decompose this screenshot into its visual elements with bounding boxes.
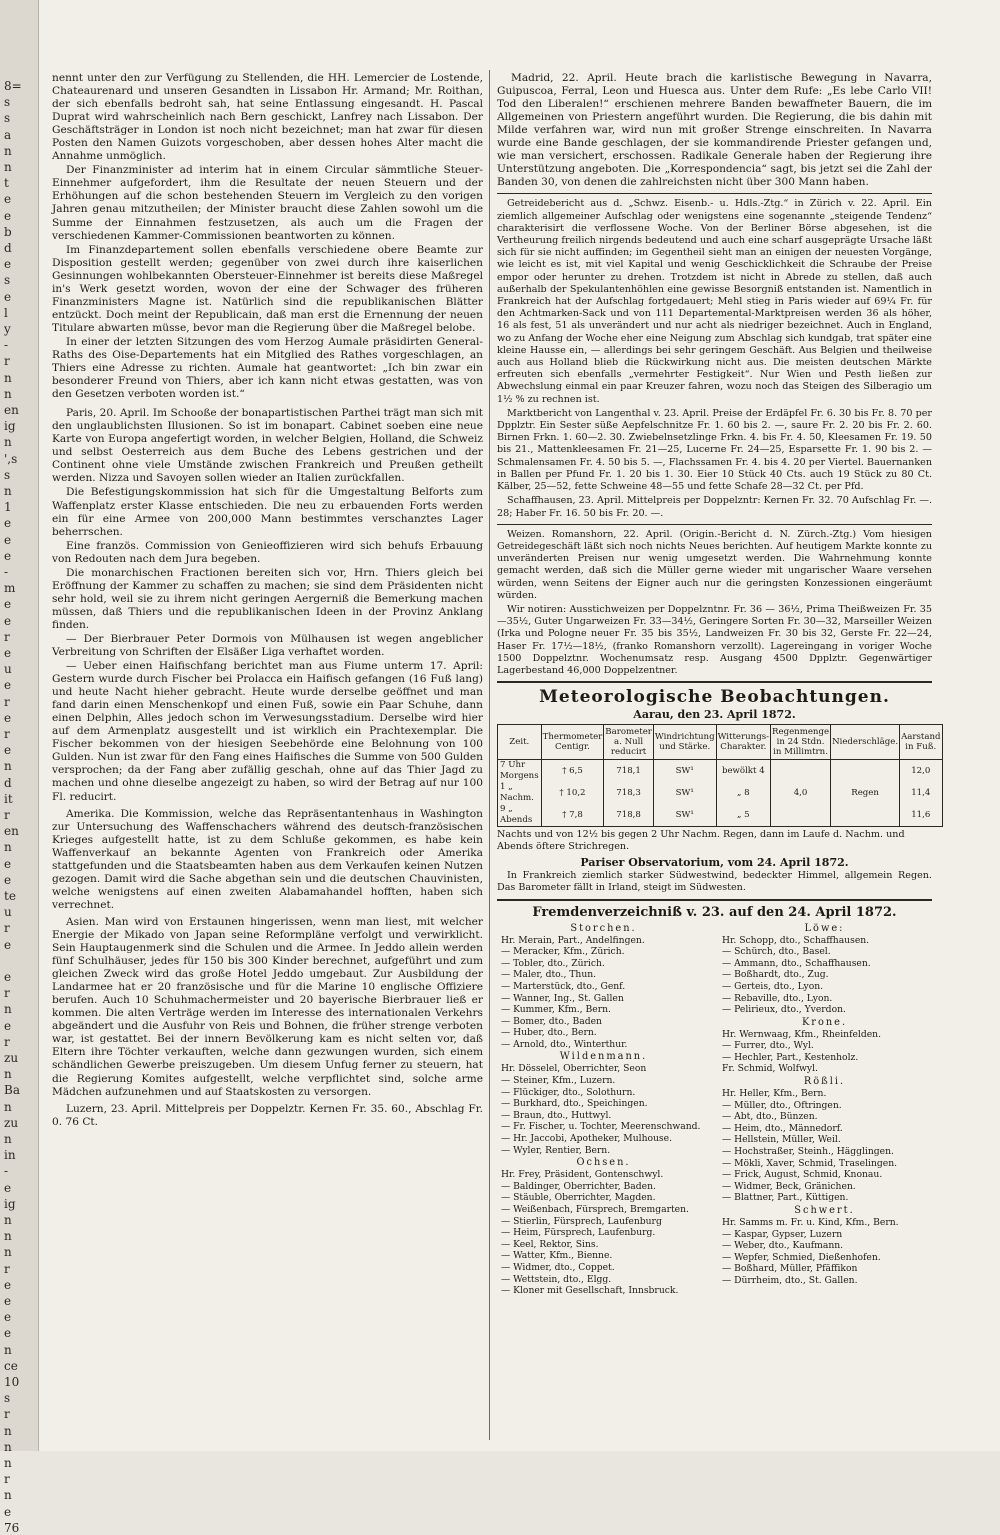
previous-page-edge [0, 0, 39, 1535]
fremden-guest: — Marterstück, dto., Genf. [501, 980, 626, 992]
gutter-fragment: n [4, 1439, 12, 1454]
gutter-fragment: s [4, 95, 11, 110]
gutter-fragment: 8= [4, 79, 22, 93]
meteo-cell [831, 804, 900, 827]
gutter-fragment: n [4, 1099, 12, 1114]
fremden-guest: — Abt, dto., Bünzen. [722, 1111, 818, 1123]
meteo-cell: † 10,2 [541, 782, 604, 804]
fremden-guest: — Hechler, Part., Kestenholz. [722, 1051, 859, 1063]
article-asien: Asien. Man wird von Erstaunen hingerissen, wenn man liest, mit welcher Energie der Mikado von Japan seine Reformpläne verfolgt und verwirklicht. Sein Hauptaugenmerk sind die Schulen und die Armee. In Jeddo allein werden fünf Schulhäuser, jedes für 150 bis 300 Kinder berechnet, aufgeführt und zum gleichen Zweck wird das große Hotel Jeddo umgebaut. Zur Ausbildung der Landarmee hat er 20 französische und für die Marine 10 englische Offiziere berufen. Auch 10 Schuhmachermeister und 20 bayerische Bierbrauer ließ er kommen. Die alten Verträge werden im Interesse des internationalen Verkehrs abgeändert und die Ausfuhr von Reis und Bohnen, die früher strenge verboten war, ist gestattet. Bei der innern Bevölkerung kam es nicht selten vor, daß Eltern ihre Töchter verkauften, welche dann gezwungen wurden, sich einem schändlichen Gewerbe preiszugeben. Um diesem Unfug ferner zu steuern, hat die Regierung Komites aufgestellt, welche verpflichtet sind, solche arme Mädchen aufzunehmen und auf Staatskosten zu versorgen. [52, 915, 483, 1098]
gutter-fragment: e [4, 678, 12, 693]
meteo-subtitle: Aarau, den 23. April 1872. [633, 708, 796, 722]
gutter-fragment: - [4, 565, 9, 579]
pariser-title: Pariser Observatorium, vom 24. April 1872. [580, 856, 849, 870]
fremden-title: Fremdenverzeichniß v. 23. auf den 24. April 1872. [532, 904, 897, 920]
fremden-guest: — Weißenbach, Fürsprech, Bremgarten. [501, 1204, 689, 1216]
fremden-guest: — Schürch, dto., Basel. [722, 946, 831, 958]
gutter-fragment: e [4, 710, 12, 725]
fremden-guest: — Keel, Rektor, Sins. [501, 1238, 599, 1250]
meteo-header-cell: Aarstand in Fuß. [900, 725, 942, 760]
gutter-fragment: e [4, 613, 12, 628]
article-paris: Paris, 20. April. Im Schooße der bonapartistischen Parthei trägt man sich mit den unglaublichsten Illusionen. So ist im bonapart. Cabinet soeben eine neue Karte von Europa angefertigt worden, in welcher Belgien, Holland, die Schweiz und selbst Oesterreich aus dem Buche des Lebens gestrichen und der Continent ohne viele Umstände zwischen Frankreich und Preußen getheilt werden. Nizza und Savoyen sollen wieder an Italien zurückfallen. [52, 407, 483, 485]
gutter-fragment: n [4, 759, 12, 774]
meteo-cell: 1 „ Nachm. [498, 782, 542, 804]
gutter-fragment: - [4, 1164, 9, 1179]
gutter-fragment: e [4, 548, 12, 563]
article-paragraph: Die Befestigungskommission hat sich für die Umgestaltung Belforts zum Waffenplatz erster Klasse entschieden. Die neu zu erbauenden Forts werden ein für eine Armee von 200,000 Mann bestimmtes verschanztes Lager beherrschen. [52, 486, 483, 538]
fremden-guest: — Widmer, dto., Coppet. [501, 1261, 615, 1273]
article-paragraph: Der Finanzminister ad interim hat in einem Circular sämmtliche Steuer-Einnehmer aufgefordert, ihm die Resultate der neuen Steuern und der Erhöhungen auf die schon bestehenden Steuern im Vergleich zu den vorigen Jahren genau mitzutheilen; der Minister braucht diese Zahlen sowohl um die Summe der Einnahmen festzusetzen, als auch um die Fragen der verschiedenen Kammer-Commissionen beantworten zu können. [52, 164, 483, 242]
gutter-fragment: s [4, 1391, 11, 1406]
article-amerika: Amerika. Die Kommission, welche das Repräsentantenhaus in Washington zur Untersuchung des Waffenschachers während des deutsch-französischen Krieges aufgestellt hatte, ist zu dem Schluße gekommen, es habe kein Waffenverkauf an bekannte Agenten von Frankreich oder Amerika stattgefunden und die Staatsbeamten haben aus dem Verkaufen keinen Nutzen gezogen. Damit wird die Sache abgethan sein und die deutschen Chauvinisten, welche wenigstens auf einen zweiten Alabamahandel hofften, haben sich verrechnet. [52, 807, 483, 911]
gutter-fragment: r [4, 1407, 10, 1422]
article-luzern: Luzern, 23. April. Mittelpreis per Doppelztr. Kernen Fr. 35. 60., Abschlag Fr. 0. 76 Ct. [52, 1102, 483, 1128]
separator [497, 681, 932, 683]
fremden-guest: Fr. Schmid, Wolfwyl. [722, 1063, 818, 1075]
gutter-fragment: y [4, 322, 11, 336]
fremden-guest: — Blattner, Part., Küttigen. [722, 1192, 849, 1204]
gutter-fragment: d [4, 241, 12, 255]
gutter-fragment: n [4, 1342, 12, 1357]
gutter-fragment: in [4, 1148, 16, 1163]
gutter-fragment: e [4, 743, 12, 758]
meteo-cell: „ 5 [716, 804, 770, 827]
fremden-guest: — Wettstein, dto., Elgg. [501, 1273, 612, 1285]
meteo-cell: SW¹ [653, 804, 716, 827]
gutter-fragment: u [4, 662, 12, 677]
gutter-fragment: e [4, 289, 12, 304]
gutter-fragment: r [4, 1034, 10, 1049]
fremden-guest: — Burkhard, dto., Speichingen. [501, 1098, 648, 1110]
gutter-fragment: n [4, 143, 12, 158]
gutter-fragment: m [4, 581, 16, 596]
gutter-fragment: n [4, 1456, 12, 1470]
gutter-fragment: ',s [4, 451, 18, 466]
meteo-cell: 718,3 [604, 782, 654, 804]
pariser-text: In Frankreich ziemlich starker Südwestwind, bedeckter Himmel, allgemein Regen. Das Barometer fällt in Irland, steigt im Südwesten. [497, 870, 932, 894]
gutter-fragment: r [4, 986, 10, 1001]
gutter-fragment: e [4, 1294, 12, 1308]
fremden-col-right [718, 922, 931, 1297]
fremden-guest: — Kloner mit Gesellschaft, Innsbruck. [501, 1285, 679, 1297]
column-rule [489, 70, 490, 1440]
fremden-guest: — Boßhard, Müller, Pfäffikon [722, 1263, 858, 1275]
fremden-hotel: Löwe: [804, 922, 845, 934]
gutter-fragment: Ba [4, 1083, 20, 1098]
fremden-guest: — Heim, Fürsprech, Laufenburg. [501, 1227, 656, 1239]
market-notiren: Wir notiren: Ausstichweizen per Doppelzntnr. Fr. 36 — 36½, Prima Theißweizen Fr. 35—35½, Guter Ungarweizen Fr. 33—34½, Geringere Sorten Fr. 30—32, Marseiller Weizen (Irka und Pologne neuer Fr. 35 bis 35½, Landweizen Fr. 30 bis 32, Gerste Fr. 22—24, Haser Fr. 17½—18½, (franko Romanshorn verzollt). Lagereingang in voriger Woche 1500 Doppelztnr. Wochenumsatz resp. Ausgang 4500 Dpplztr. Gegenwärtiger Lagerbestand 46,000 Doppelzentner. [497, 603, 932, 676]
fremden-guest: — Wyler, Rentier, Bern. [501, 1144, 611, 1156]
article-paragraph: Im Finanzdepartement sollen ebenfalls verschiedene obere Beamte zur Disposition gestellt werden; gegenüber von zwei durch ihre kaiserlichen Gesinnungen wohlbekannten Obersteuer-Einnehmer ist bereits diese Maßregel in's Werk gesetzt worden, wovon der eine der Schwager des früheren Finanzministers Magne ist. Natürlich sind die republikanischen Blätter entzückt. Doch meint der Republicain, daß man erst die Ernennung der neuen Titulare abwarten müsse, bevor man die Regierung über die Maßregel belobe. [52, 243, 483, 334]
gutter-fragment: b [4, 224, 12, 239]
gutter-fragment: e [4, 1018, 12, 1033]
gutter-fragment: e [4, 1180, 12, 1195]
gutter-fragment: r [4, 808, 10, 822]
gutter-fragment: r [4, 354, 10, 369]
left-column [52, 72, 483, 1442]
meteo-header-cell: Barometer a. Null reducirt [604, 725, 654, 760]
fremden-guest: — Rebaville, dto., Lyon. [722, 992, 833, 1004]
fremden-guest: — Pelirieux, dto., Yverdon. [722, 1004, 846, 1016]
gutter-fragment: r [4, 694, 10, 709]
market-schaffhausen: Schaffhausen, 23. April. Mittelpreis per Doppelzntr: Kernen Fr. 32. 70 Aufschlag Fr. —. 28; Haber Fr. 16. 50 bis Fr. 20. —. [497, 495, 932, 519]
meteo-header-cell: Niederschläge. [831, 725, 900, 760]
meteo-cell: bewölkt 4 [716, 760, 770, 783]
gutter-fragment: e [4, 937, 12, 952]
separator [497, 193, 932, 194]
fremden-hotel: Wildenmann. [559, 1051, 648, 1063]
fremden-guest: — Kaspar, Gypser, Luzern [722, 1228, 843, 1240]
market-getreide: Getreidebericht aus d. „Schwz. Eisenb.- u. Hdls.-Ztg.“ in Zürich v. 22. April. Ein ziemlich allgemeiner Aufschlag oder wenigstens eine sogenannte „steigende Tendenz“ charakterisirt die verflossene Woche. Von der Berliner Börse abgesehen, ist die Vertheurung freilich nirgends bedeutend und auch eine scharf ausgeprägte Ursache läßt sich für sie nicht auffinden; im Gegentheil sieht man an einigen der neuesten Vorgänge, wie leicht es ist, mit viel Kapital und wenig Geschicklichkeit die Schraube der Preise empor oder herunter zu drehen. Trotzdem ist nicht in Abrede zu stellen, daß auch außerhalb der Spekulantenhöhlen eine gewisse Besorgniß entstanden ist. Namentlich in Frankreich hat der Aufschlag fortgedauert; Mehl stieg in Paris wieder auf 69¼ Fr. für den Achtmarken-Sack und von 111 Departemental-Marktpreisen werden 36 als höher, 16 als fest, 51 als unverändert und nur acht als niedriger bezeichnet. Auch in England, wo zu Anfang der Woche eher eine Neigung zum Abschlag sich kundgab, trat später eine kleine Hausse ein, — allerdings bei sehr geringem Geschäft. Aus Belgien und theilweise auch aus Holland blieb die Rückwirkung nicht aus. Die meisten deutschen Märkte erfreuten sich ebenfalls „vermehrter Festigkeit“. Nur Wien und Pesth ließen zur Abwechslung einmal ein paar Kreuzer fahren, wozu noch das Steigen des Silberagio um 1½ % zu rechnen ist. [497, 198, 932, 405]
gutter-fragment: r [4, 727, 10, 741]
article-paragraph: In einer der letzten Sitzungen des vom Herzog Aumale präsidirten General-Raths des Oise-Departements hat ein Mitglied des Rathes vorgeschlagen, an Thiers eine Adresse zu richten. Aumale hat geantwortet: „Ich bin zwar ein besonderer Freund von Thiers, aber ich kann nicht etwas gestatten, was von den Gesetzen verboten worden ist.“ [52, 335, 483, 401]
fremden-hotel: Krone. [801, 1016, 848, 1028]
fremden-guest: — Meracker, Kfm., Zürich. [501, 946, 625, 958]
meteo-cell: 4,0 [771, 782, 831, 804]
fremden-guest: Hr. Frey, Präsident, Gontenschwyl. [501, 1169, 664, 1181]
fremden-guest: — Furrer, dto., Wyl. [722, 1040, 814, 1052]
gutter-fragment: ig [4, 419, 16, 434]
gutter-fragment: e [4, 257, 12, 272]
meteo-cell: 9 „ Abends [498, 804, 542, 827]
fremden-guest: — Stäuble, Oberrichter, Magden. [501, 1192, 656, 1204]
fremden-hotel: Schwert. [794, 1205, 855, 1217]
gutter-fragment: e [4, 597, 12, 612]
gutter-fragment: e [4, 856, 12, 871]
gutter-fragment: e [4, 192, 12, 207]
gutter-fragment: n [4, 1423, 12, 1438]
gutter-fragment: 76 [4, 1520, 20, 1535]
gutter-fragment: en [4, 824, 19, 839]
gutter-fragment: e [4, 646, 12, 660]
gutter-fragment: n [4, 1132, 12, 1146]
meteo-row [498, 782, 943, 804]
fremden-guest: Hr. Heller, Kfm., Bern. [722, 1088, 827, 1100]
meteo-row [498, 804, 943, 827]
meteo-cell: 11,4 [900, 782, 942, 804]
gutter-fragment: zu [4, 1115, 19, 1130]
fremden-guest: — Baldinger, Oberrichter, Baden. [501, 1180, 656, 1192]
gutter-fragment: u [4, 905, 12, 920]
gutter-fragment: n [4, 1067, 12, 1082]
gutter-fragment: s [4, 273, 11, 288]
meteo-title: Meteorologische Beobachtungen. [539, 687, 890, 708]
gutter-fragment: e [4, 872, 12, 887]
article-paragraph: Eine französ. Commission von Genieoffizieren wird sich behufs Erbauung von Redouten nach dem Jura begeben. [52, 539, 483, 565]
fremden-guest: — Watter, Kfm., Bienne. [501, 1250, 613, 1262]
gutter-fragment: e [4, 1310, 12, 1325]
meteo-header-cell: Windrichtung und Stärke. [653, 725, 716, 760]
fremden-guest: Hr. Schopp, dto., Schaffhausen. [722, 934, 870, 946]
fremden-guest: — Boßhardt, dto., Zug. [722, 969, 829, 981]
meteo-table [497, 724, 943, 827]
article-haifisch: — Ueber einen Haifischfang berichtet man aus Fiume unterm 17. April: Gestern wurde durch Fischer bei Prolacca ein Haifisch gefangen (16 Fuß lang) und heute Nacht hieher gebracht. Heute wurde derselbe geöffnet und man fand darin einen Menschenkopf und einen Fuß, sowie ein Paar Schuhe, dann einen Delphin, Alles jedoch schon im Verwesungsstadium. Derselbe wird hier auf dem Armenplatz ausgestellt und ist wirklich ein Prachtexemplar. Die Fischer bekommen von der hiesigen Seebehörde eine Belohnung von 100 Gulden. Nun ist zwar für den Fang eines Haifisches die Summe von 500 Gulden versprochen; da der Fang aber zufällig geschah, ohne auf das Thier Jagd zu machen und ohne dieselbe angezeigt zu haben, so wird der Betrag auf nur 100 Fl. reducirt. [52, 660, 483, 803]
fremden-guest: — Flückiger, dto., Solothurn. [501, 1086, 636, 1098]
gutter-fragment: zu [4, 1051, 19, 1065]
fremden-guest: — Heim, dto., Männedorf. [722, 1122, 843, 1134]
fremden-guest: — Wepfer, Schmied, Dießenhofen. [722, 1251, 881, 1263]
gutter-fragment: s [4, 467, 11, 482]
right-column [497, 72, 941, 1442]
meteo-cell [771, 760, 831, 783]
fremden-guest: — Frick, August, Schmid, Knonau. [722, 1169, 883, 1181]
fremden-guest: — Weber, dto., Kaufmann. [722, 1240, 844, 1252]
gutter-fragment: n [4, 1002, 12, 1017]
gutter-fragment: r [4, 921, 10, 936]
separator [497, 524, 932, 525]
fremden-guest: — Gerteis, dto., Lyon. [722, 980, 824, 992]
meteo-cell: † 6,5 [541, 760, 604, 783]
fremden-guest: — Wanner, Ing., St. Gallen [501, 992, 624, 1004]
meteo-cell: „ 8 [716, 782, 770, 804]
gutter-fragment: 10 [4, 1375, 20, 1389]
meteo-cell: 718,8 [604, 804, 654, 827]
fremden-guest: — Müller, dto., Oftringen. [722, 1099, 842, 1111]
gutter-fragment: n [4, 1213, 12, 1227]
gutter-fragment: r [4, 629, 10, 644]
meteo-cell: 11,6 [900, 804, 942, 827]
article-madrid: Madrid, 22. April. Heute brach die karlistische Bewegung in Navarra, Guipuscoa, Ferral, Leon und Huesca aus. Unter dem Rufe: „Es lebe Carlo VII! Tod den Liberalen!“ erschienen mehrere Banden bewaffneter Bauern, die im Allgemeinen von Priestern angeführt wurden. Die Regierung, die bis dahin mit Milde verfahren war, wird nun mit großer Strenge einschreiten. In Navarra wurde eine Bande geschlagen, der sie kommandirende Priester gefangen und, wie man versichert, erschossen. Radikale Generale haben der Regierung ihre Unterstützung angeboten. Die „Korrespondencia“ sagt, bis jetzt sei die Zahl der Banden 30, von denen die zahlreichsten nicht über 300 Mann haben. [497, 72, 932, 189]
fremden-guest: — Fr. Fischer, u. Tochter, Meerenschwand. [501, 1121, 701, 1133]
gutter-fragment: s [4, 111, 11, 126]
fremden-guest: — Steiner, Kfm., Luzern. [501, 1075, 616, 1087]
gutter-fragment: e [4, 1277, 12, 1292]
meteo-cell [831, 760, 900, 783]
fremden-hotel: Storchen. [570, 922, 637, 934]
gutter-fragment: - [4, 338, 9, 353]
meteo-cell [771, 804, 831, 827]
fremden-guest: — Hellstein, Müller, Weil. [722, 1134, 841, 1146]
article-paragraph: Die monarchischen Fractionen bereiten sich vor, Hrn. Thiers gleich bei Eröffnung der Kammer zu schaffen zu machen; sie sind dem Präsidenten nicht sehr hold, weil sie zu ihrem nicht geringen Aergerniß die Bemerkung machen müssen, daß Thiers und die republikanischen Ideen in der Provinz Anklang finden. [52, 566, 483, 631]
fremden-guest: — Dürrheim, dto., St. Gallen. [722, 1274, 858, 1286]
gutter-fragment: n [4, 1245, 12, 1260]
fremden-guest: Hr. Samms m. Fr. u. Kind, Kfm., Bern. [722, 1217, 899, 1229]
fremden-guest: Hr. Wernwaag, Kfm., Rheinfelden. [722, 1028, 882, 1040]
gutter-fragment: e [4, 1326, 12, 1341]
gutter-fragment: ig [4, 1196, 16, 1211]
fremden-guest: — Widmer, Beck, Gränichen. [722, 1180, 856, 1192]
gutter-fragment: t [4, 176, 9, 191]
gutter-fragment: e [4, 1504, 12, 1519]
meteo-cell: Regen [831, 782, 900, 804]
fremden-guest: — Mökli, Xaver, Schmid, Traselingen. [722, 1157, 898, 1169]
gutter-fragment: n [4, 840, 12, 855]
gutter-fragment: n [4, 386, 12, 401]
meteo-cell: 7 Uhr Morgens [498, 760, 542, 783]
meteo-header-cell: Thermometer Centigr. [541, 725, 604, 760]
market-langenthal: Marktbericht von Langenthal v. 23. April. Preise der Erdäpfel Fr. 6. 30 bis Fr. 8. 70 per Dpplztr. Ein Sester süße Aepfelschnitze Fr. 1. 60 bis 2. —, saure Fr. 2. 20 bis Fr. 2. 60. Birnen Frkn. 1. 60—2. 30. Zwiebelnsetzlinge Frkn. 4. bis Fr. 4. 50, Kleesamen Fr. 19. 50 bis 21., Mattenkleesamen Fr. 21—25, Lucerne Fr. 24—25, Esparsette Fr. 1. 90 bis 2. — Schmalensamen Fr. 4. 50 bis 5. —, Flachssamen Fr. 4. bis 4. 20 per Viertel. Bauernanken in Ballen per Pfund Fr. 1. 20 bis 1. 30. Eier 10 Stück 40 Cts. auch 19 Stück zu 80 Ct. Kälber, 25—52, fette Schweine 48—55 und fette Schafe 28—32 Ct. per Pfd. [497, 407, 932, 493]
gutter-fragment: n [4, 1488, 12, 1503]
gutter-fragment: it [4, 791, 13, 806]
gutter-fragment: en [4, 403, 19, 417]
fremden-list [497, 922, 932, 1297]
gutter-fragment: ce [4, 1358, 18, 1373]
gutter-fragment: n [4, 1229, 12, 1244]
fremden-hotel: Rößli. [803, 1076, 846, 1088]
meteo-cell: 718,1 [604, 760, 654, 783]
gutter-fragment: r [4, 1261, 10, 1276]
gutter-fragment: a [4, 127, 12, 142]
fremden-guest: — Maler, dto., Thun. [501, 969, 597, 981]
meteo-cell: SW¹ [653, 760, 716, 783]
separator [497, 899, 932, 901]
fremden-guest: Hr. Dösselel, Oberrichter, Seon [501, 1063, 647, 1075]
fremden-hotel: Ochsen. [576, 1157, 631, 1169]
article-paragraph: — Der Bierbrauer Peter Dormois von Mülhausen ist wegen angeblicher Verbreitung von Schriften der Elsäßer Liga verhaftet worden. [52, 632, 483, 659]
meteo-header-cell: Regenmenge in 24 Stdn. in Millimtrn. [771, 725, 831, 760]
fremden-guest: — Braun, dto., Huttwyl. [501, 1109, 612, 1121]
gutter-fragment: l [4, 305, 8, 320]
meteo-cell: 12,0 [900, 760, 942, 783]
fremden-guest: — Bomer, dto., Baden [501, 1015, 602, 1027]
gutter-fragment: d [4, 775, 12, 790]
meteo-row [498, 760, 943, 783]
gutter-fragment: e [4, 208, 12, 223]
gutter-fragment: n [4, 160, 12, 174]
gutter-fragment: te [4, 889, 16, 903]
fremden-guest: — Huber, dto., Bern. [501, 1027, 597, 1039]
fremden-guest: Hr. Merain, Part., Andelfingen. [501, 934, 645, 946]
fremden-col-left [497, 922, 710, 1297]
article-paragraph: nennt unter den zur Verfügung zu Stellenden, die HH. Lemercier de Lostende, Chateaurenard und unseren Gesandten in Lissabon Hr. Armand; Mr. Roithan, der sich ebenfalls bedroht sah, hat seine Entlassung eingesandt. H. Pascal Duprat wird wahrscheinlich nach Bern geschickt, Lanfrey nach Lissabon. Der Geschäftsträger in London ist noch nicht bezeichnet; man hat zwar für diesen Posten den Namen Guizots vorgeschoben, aber dessen hohes Alter macht die Annahme unmöglich. [52, 72, 483, 163]
fremden-guest: — Tobler, dto., Zürich. [501, 957, 605, 969]
fremden-guest: — Stierlin, Fürsprech, Laufenburg [501, 1215, 662, 1227]
gutter-fragment: 1 [4, 500, 12, 515]
fremden-guest: — Hr. Jaccobi, Apotheker, Mulhouse. [501, 1133, 673, 1145]
fremden-guest: — Arnold, dto., Winterthur. [501, 1038, 628, 1050]
meteo-note: Nachts und von 12½ bis gegen 2 Uhr Nachm. Regen, dann im Laufe d. Nachm. und Abends öftere Strichregen. [497, 829, 905, 853]
meteo-header-cell: Zeit. [498, 725, 542, 760]
gutter-fragment: e [4, 516, 12, 531]
gutter-fragment: r [4, 1472, 10, 1487]
fremden-guest: — Hochstraßer, Steinh., Hägglingen. [722, 1146, 894, 1158]
fremden-guest: — Ammann, dto., Schaffhausen. [722, 957, 871, 969]
meteo-cell: SW¹ [653, 782, 716, 804]
meteo-header-cell: Witterungs-Charakter. [716, 725, 770, 760]
gutter-fragment: n [4, 435, 12, 450]
gutter-fragment: n [4, 484, 12, 498]
market-weizen: Weizen. Romanshorn, 22. April. (Origin.-Bericht d. N. Zürch.-Ztg.) Vom hiesigen Getreidegeschäft läßt sich noch nichts Neues berichten. Auf heutigem Markte konnte zu unveränderten Preisen nur wenig umgesetzt werden. Die Wahrnehmung konnte gemacht werden, daß sich die Müller gerne wieder mit ungarischer Waare versehen würden, wenn Seitens der Eigner auch nur die geringsten Konzessionen eingeräumt würden. [497, 528, 932, 601]
meteo-cell: † 7,8 [541, 804, 604, 827]
gutter-fragment: e [4, 970, 12, 984]
fremden-guest: — Kummer, Kfm., Bern. [501, 1004, 611, 1016]
gutter-fragment: e [4, 532, 12, 547]
gutter-fragment: n [4, 370, 12, 385]
